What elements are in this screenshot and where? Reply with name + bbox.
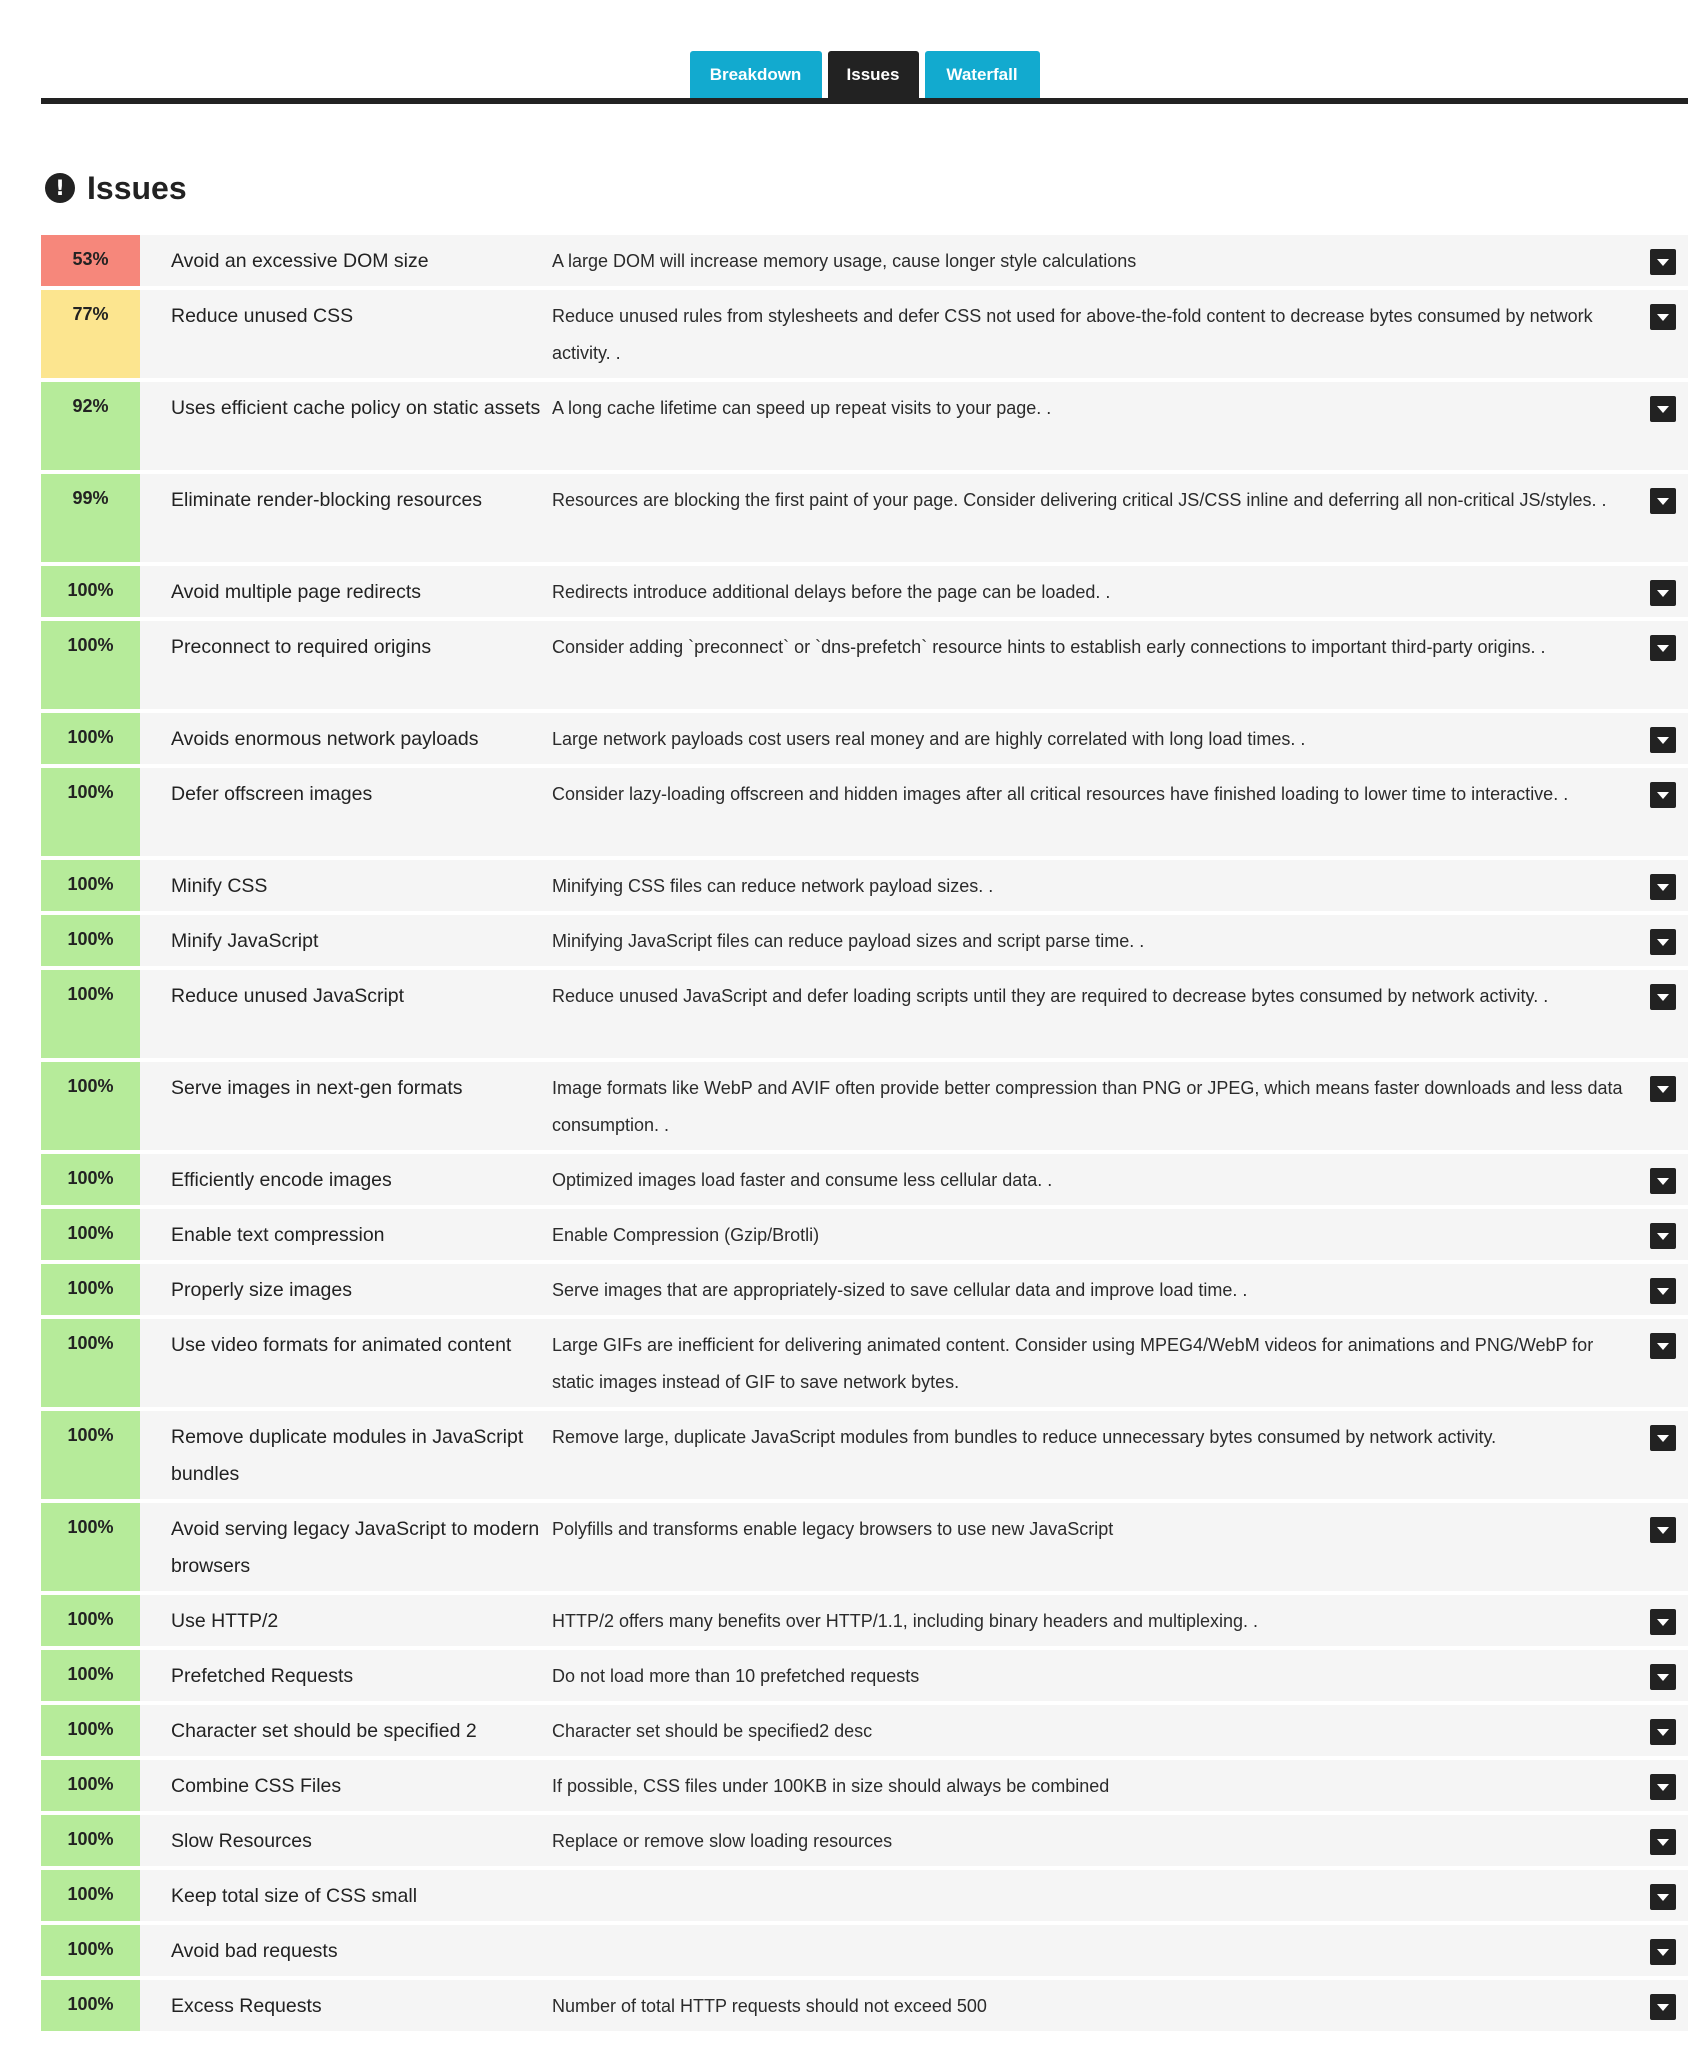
issue-title: Preconnect to required origins <box>171 636 432 658</box>
issue-title: Serve images in next-gen formats <box>171 1077 463 1099</box>
expand-icon[interactable] <box>1650 1664 1676 1690</box>
issue-row[interactable] <box>41 621 1688 709</box>
issue-title: Uses efficient cache policy on static assets <box>171 397 541 419</box>
issue-row[interactable] <box>41 1760 1688 1811</box>
expand-icon[interactable] <box>1650 1223 1676 1249</box>
issue-score: 100% <box>41 713 140 764</box>
expand-icon[interactable] <box>1650 1517 1676 1543</box>
issue-row[interactable] <box>41 915 1688 966</box>
issue-row[interactable] <box>41 1319 1688 1407</box>
issue-title: Defer offscreen images <box>171 783 373 805</box>
expand-icon[interactable] <box>1650 984 1676 1010</box>
issue-title: Avoids enormous network payloads <box>171 728 479 750</box>
issue-description <box>552 1921 1640 1976</box>
issue-description: Polyfills and transforms enable legacy browsers to use new JavaScript <box>552 1519 1114 1539</box>
issue-title: Efficiently encode images <box>171 1169 392 1191</box>
issue-score: 100% <box>41 1925 140 1976</box>
issue-score: 100% <box>41 1209 140 1260</box>
expand-icon[interactable] <box>1650 635 1676 661</box>
tab-issues[interactable]: Issues <box>828 51 919 98</box>
issue-title: Reduce unused CSS <box>171 305 354 327</box>
issue-score: 100% <box>41 1319 140 1407</box>
issue-description: Minifying CSS files can reduce network payload sizes. . <box>552 876 994 896</box>
issue-score: 77% <box>41 290 140 378</box>
issue-title: Eliminate render-blocking resources <box>171 489 483 511</box>
issue-row[interactable] <box>41 1705 1688 1756</box>
issue-row[interactable] <box>41 970 1688 1058</box>
issue-row[interactable] <box>41 1595 1688 1646</box>
expand-icon[interactable] <box>1650 1884 1676 1910</box>
issue-title: Minify JavaScript <box>171 930 319 952</box>
expand-icon[interactable] <box>1650 1939 1676 1965</box>
issue-description: Do not load more than 10 prefetched requests <box>552 1666 920 1686</box>
issue-row[interactable] <box>41 1925 1688 1976</box>
issue-score: 100% <box>41 1760 140 1811</box>
expand-icon[interactable] <box>1650 1774 1676 1800</box>
issue-row[interactable] <box>41 474 1688 562</box>
issue-score: 100% <box>41 1980 140 2031</box>
issue-row[interactable] <box>41 1815 1688 1866</box>
issue-title: Combine CSS Files <box>171 1775 342 1797</box>
issue-score: 100% <box>41 1264 140 1315</box>
issue-description: Serve images that are appropriately-sized to save cellular data and improve load time. . <box>552 1280 1248 1300</box>
issue-title: Avoid serving legacy JavaScript to modern browsers <box>171 1518 540 1577</box>
issue-title: Reduce unused JavaScript <box>171 985 405 1007</box>
section-heading <box>45 166 187 210</box>
issue-score: 53% <box>41 235 140 286</box>
tab-bar <box>41 51 1688 104</box>
tab-breakdown[interactable]: Breakdown <box>690 51 822 98</box>
issue-row[interactable] <box>41 382 1688 470</box>
issue-title: Character set should be specified 2 <box>171 1720 477 1742</box>
issue-row[interactable] <box>41 1209 1688 1260</box>
expand-icon[interactable] <box>1650 1425 1676 1451</box>
issue-description: Remove large, duplicate JavaScript modules from bundles to reduce unnecessary bytes consumed by network activity. <box>552 1427 1497 1447</box>
issue-title: Remove duplicate modules in JavaScript bundles <box>171 1426 524 1485</box>
issue-description: Resources are blocking the first paint of your page. Consider delivering critical JS/CSS inline and deferring all non-critical JS/styles. . <box>552 490 1607 510</box>
issue-description: Reduce unused JavaScript and defer loading scripts until they are required to decrease bytes consumed by network activity. . <box>552 986 1549 1006</box>
issue-description: If possible, CSS files under 100KB in size should always be combined <box>552 1776 1110 1796</box>
issue-score: 100% <box>41 1650 140 1701</box>
issue-description: A large DOM will increase memory usage, cause longer style calculations <box>552 251 1137 271</box>
issue-title: Minify CSS <box>171 875 268 897</box>
issue-title: Enable text compression <box>171 1224 385 1246</box>
issue-description: Reduce unused rules from stylesheets and defer CSS not used for above-the-fold content to decrease bytes consumed by network activity. . <box>552 306 1593 363</box>
section-title: Issues <box>87 169 187 206</box>
issue-score: 99% <box>41 474 140 562</box>
issue-description: Consider lazy-loading offscreen and hidden images after all critical resources have finished loading to lower time to interactive. . <box>552 784 1569 804</box>
expand-icon[interactable] <box>1650 929 1676 955</box>
issue-description: Consider adding `preconnect` or `dns-prefetch` resource hints to establish early connections to important third-party origins. . <box>552 637 1546 657</box>
expand-icon[interactable] <box>1650 249 1676 275</box>
issue-row[interactable] <box>41 1264 1688 1315</box>
issue-score: 100% <box>41 1870 140 1921</box>
issue-description <box>552 1866 1640 1921</box>
issue-score: 100% <box>41 1411 140 1499</box>
issue-title: Properly size images <box>171 1279 352 1301</box>
issue-score: 100% <box>41 1815 140 1866</box>
issue-description: Character set should be specified2 desc <box>552 1721 873 1741</box>
issue-title: Slow Resources <box>171 1830 312 1852</box>
issue-score: 100% <box>41 860 140 911</box>
expand-icon[interactable] <box>1650 1278 1676 1304</box>
issue-row[interactable] <box>41 860 1688 911</box>
expand-icon[interactable] <box>1650 488 1676 514</box>
expand-icon[interactable] <box>1650 874 1676 900</box>
issue-row[interactable] <box>41 1870 1688 1921</box>
issue-score: 100% <box>41 915 140 966</box>
issue-row[interactable] <box>41 1411 1688 1499</box>
issue-row[interactable] <box>41 1154 1688 1205</box>
issue-score: 92% <box>41 382 140 470</box>
issue-score: 100% <box>41 1503 140 1591</box>
expand-icon[interactable] <box>1650 1829 1676 1855</box>
issue-description: Minifying JavaScript files can reduce payload sizes and script parse time. . <box>552 931 1145 951</box>
expand-icon[interactable] <box>1650 1719 1676 1745</box>
issue-row[interactable] <box>41 566 1688 617</box>
expand-icon[interactable] <box>1650 1609 1676 1635</box>
issue-row[interactable] <box>41 768 1688 856</box>
issue-description: HTTP/2 offers many benefits over HTTP/1.1, including binary headers and multiplexing. . <box>552 1611 1259 1631</box>
issue-title: Use HTTP/2 <box>171 1610 279 1632</box>
expand-icon[interactable] <box>1650 580 1676 606</box>
issue-score: 100% <box>41 1595 140 1646</box>
issue-row[interactable] <box>41 235 1688 286</box>
issue-score: 100% <box>41 768 140 856</box>
issue-score: 100% <box>41 621 140 709</box>
expand-icon[interactable] <box>1650 1333 1676 1359</box>
issue-title: Avoid multiple page redirects <box>171 581 422 603</box>
expand-icon[interactable] <box>1650 1994 1676 2020</box>
issue-title: Avoid bad requests <box>171 1940 338 1962</box>
issue-row[interactable] <box>41 1980 1688 2031</box>
issue-title: Avoid an excessive DOM size <box>171 250 429 272</box>
issue-description: Image formats like WebP and AVIF often provide better compression than PNG or JPEG, which means faster downloads and less data consumption. . <box>552 1078 1623 1135</box>
issue-title: Use video formats for animated content <box>171 1334 512 1356</box>
issues-list <box>41 235 1688 2035</box>
issue-row[interactable] <box>41 713 1688 764</box>
issue-description: Large GIFs are inefficient for delivering animated content. Consider using MPEG4/WebM videos for animations and PNG/WebP for static images instead of GIF to save network bytes. <box>552 1335 1594 1392</box>
expand-icon[interactable] <box>1650 304 1676 330</box>
issue-description: Replace or remove slow loading resources <box>552 1831 893 1851</box>
issue-description: Optimized images load faster and consume less cellular data. . <box>552 1170 1053 1190</box>
issue-description: Number of total HTTP requests should not exceed 500 <box>552 1996 987 2016</box>
expand-icon[interactable] <box>1650 782 1676 808</box>
issue-score: 100% <box>41 1062 140 1150</box>
issue-title: Keep total size of CSS small <box>171 1885 418 1907</box>
issue-score: 100% <box>41 1705 140 1756</box>
issue-score: 100% <box>41 970 140 1058</box>
expand-icon[interactable] <box>1650 1168 1676 1194</box>
issue-description: Redirects introduce additional delays before the page can be loaded. . <box>552 582 1111 602</box>
issue-description: Enable Compression (Gzip/Brotli) <box>552 1225 820 1245</box>
issue-row[interactable] <box>41 1650 1688 1701</box>
issue-title: Excess Requests <box>171 1995 322 2017</box>
issue-row[interactable] <box>41 1503 1688 1591</box>
issue-score: 100% <box>41 1154 140 1205</box>
issue-title: Prefetched Requests <box>171 1665 354 1687</box>
issue-row[interactable] <box>41 1062 1688 1150</box>
issue-score: 100% <box>41 566 140 617</box>
exclamation-circle-icon: ! <box>45 173 75 203</box>
issue-description: A long cache lifetime can speed up repeat visits to your page. . <box>552 398 1052 418</box>
issue-row[interactable] <box>41 290 1688 378</box>
expand-icon[interactable] <box>1650 727 1676 753</box>
expand-icon[interactable] <box>1650 396 1676 422</box>
issue-description: Large network payloads cost users real money and are highly correlated with long load times. . <box>552 729 1306 749</box>
tab-waterfall[interactable]: Waterfall <box>925 51 1040 98</box>
expand-icon[interactable] <box>1650 1076 1676 1102</box>
